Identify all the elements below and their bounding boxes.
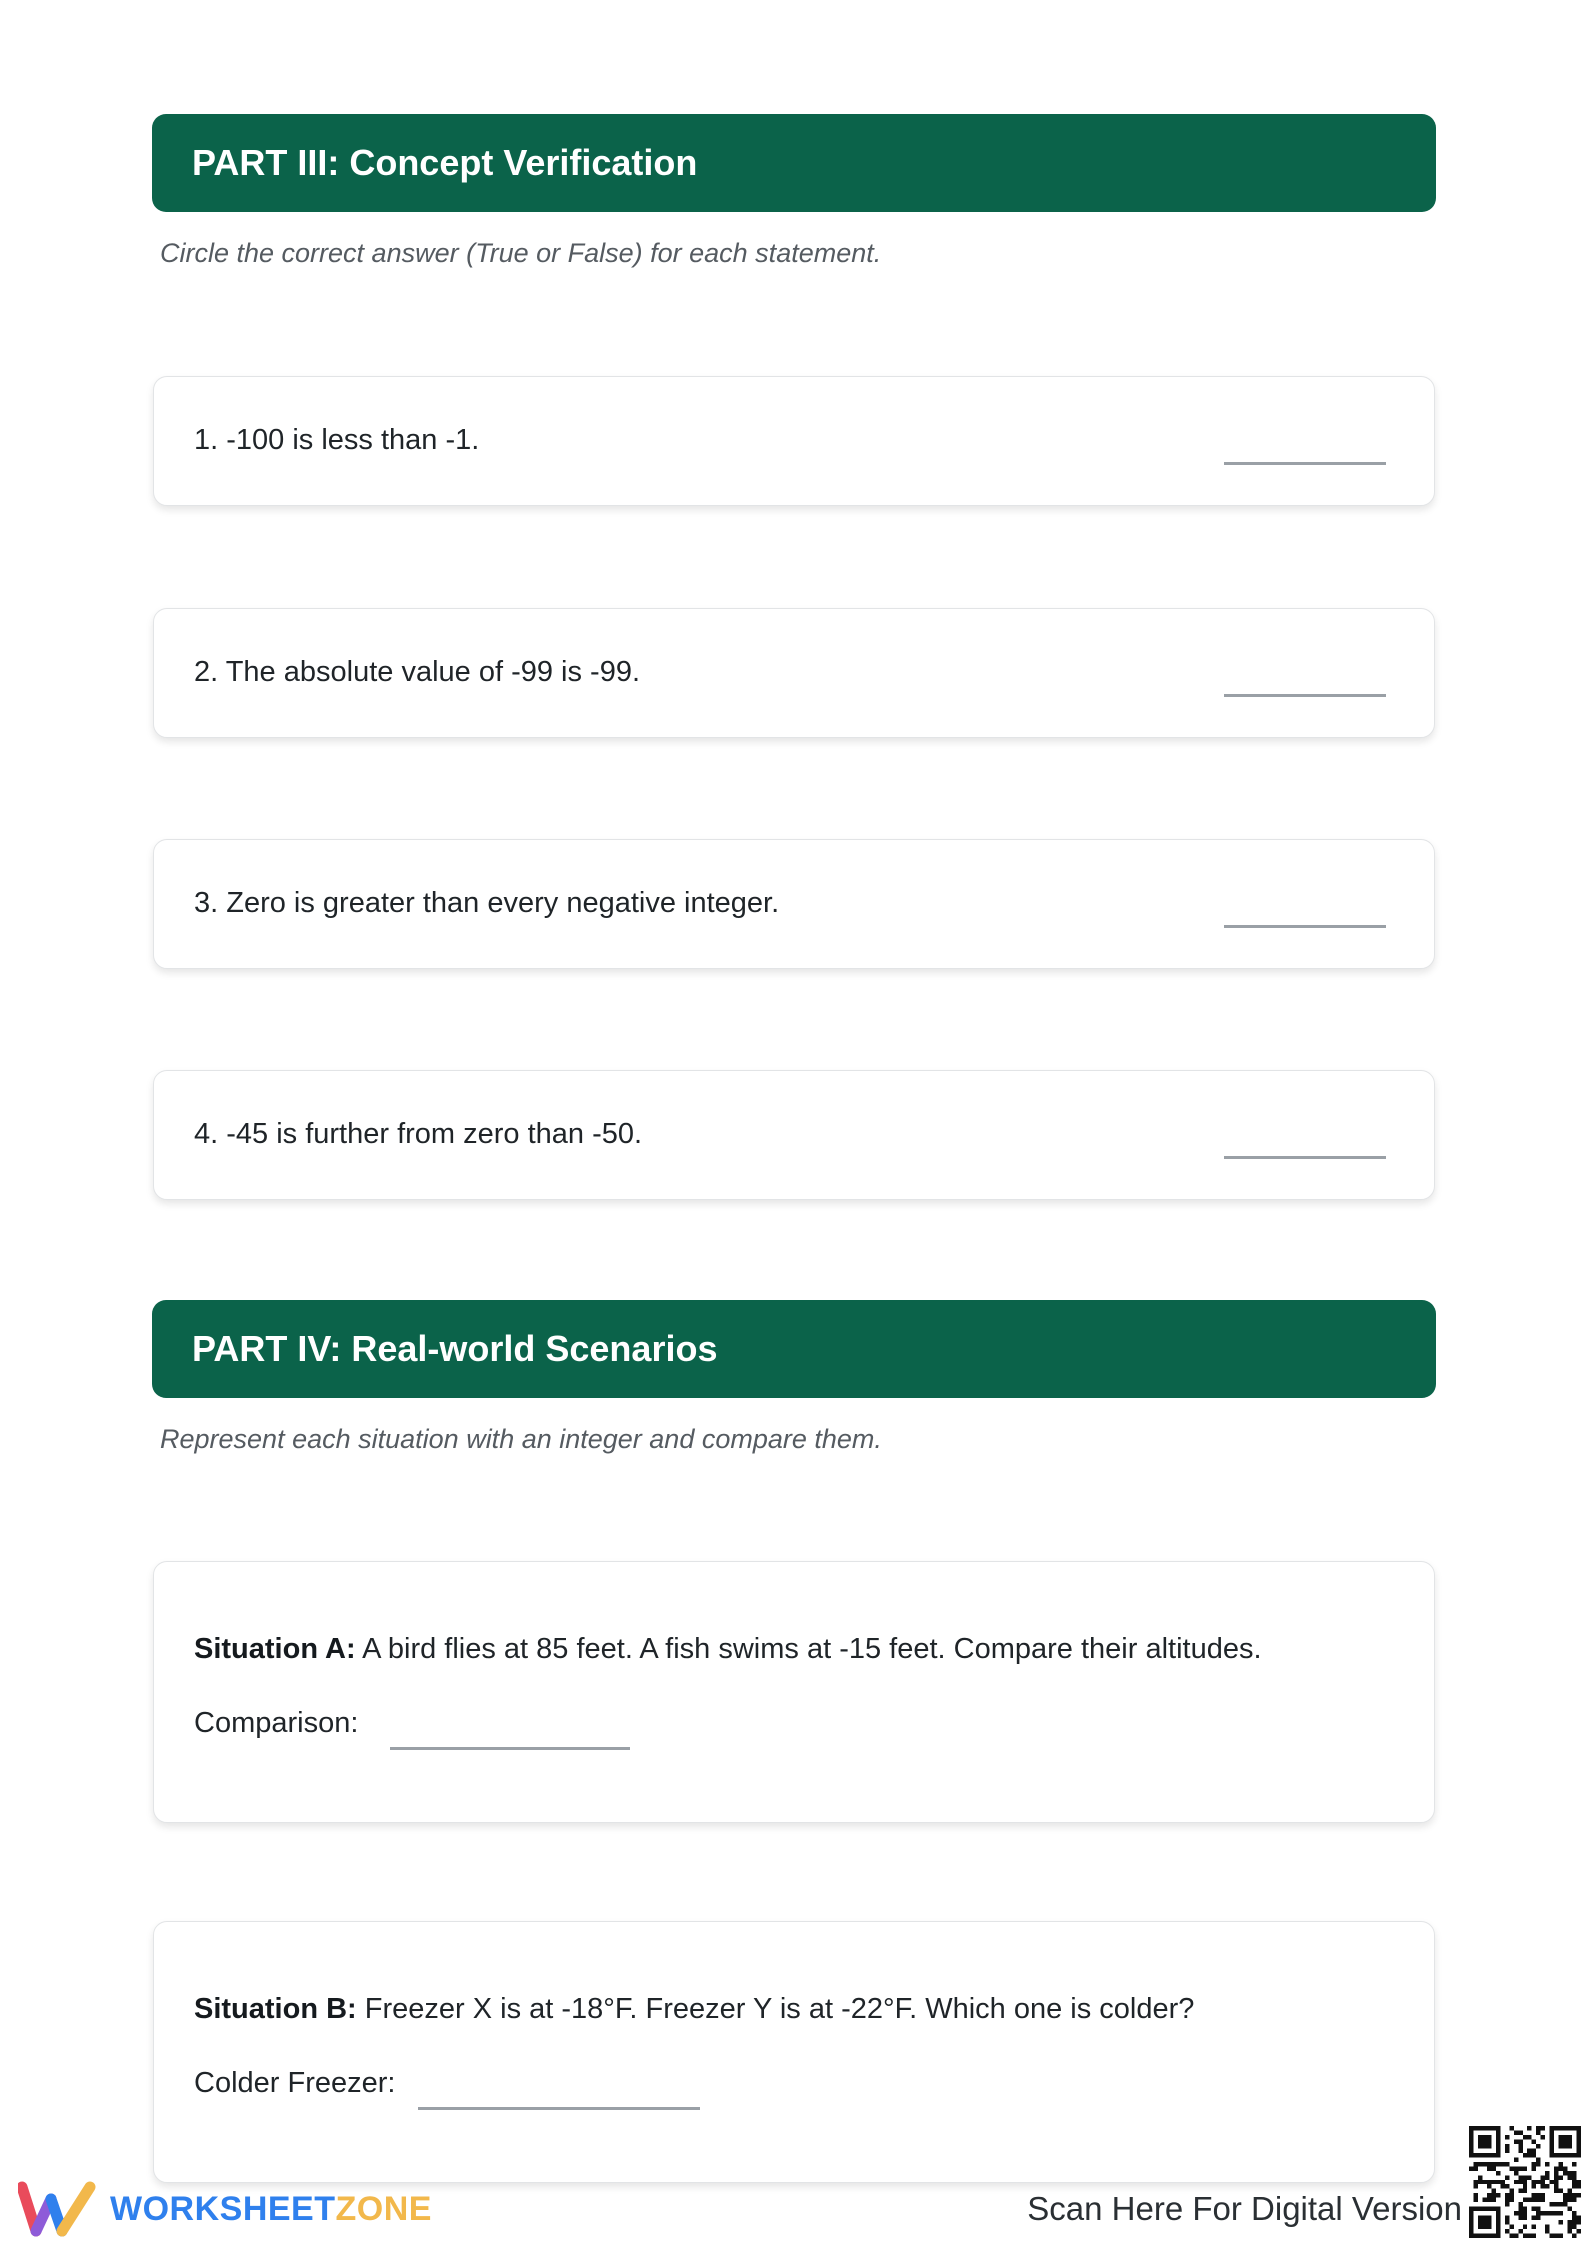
part-3-instructions: Circle the correct answer (True or False) for each statement. [160,238,882,268]
situation-prompt: Colder Freezer: [194,2067,396,2099]
answer-blank[interactable] [1224,925,1386,928]
question-card-3 [153,839,1435,969]
question-text: 4. -45 is further from zero than -50. [194,1118,643,1150]
brand-name [110,2190,432,2229]
answer-blank[interactable] [1224,694,1386,697]
colder-freezer-answer-blank[interactable] [418,2107,700,2110]
brand-part-2: ZONE [335,2189,432,2228]
part-4-header [152,1300,1436,1398]
situation-text: A bird flies at 85 feet. A fish swims at -15 feet. Compare their altitudes. [355,1633,1262,1665]
situation-label: Situation A: [194,1633,356,1665]
answer-blank[interactable] [1224,1156,1386,1159]
situation-prompt: Comparison: [194,1707,359,1739]
w-logo-icon [18,2181,96,2237]
situation-statement [194,1993,1194,2026]
situation-text: Freezer X is at -18°F. Freezer Y is at -22°F. Which one is colder? [356,1993,1195,2025]
answer-blank[interactable] [1224,462,1386,465]
question-text: 3. Zero is greater than every negative integer. [194,887,780,919]
scan-instruction: Scan Here For Digital Version [1027,2190,1462,2227]
comparison-answer-blank[interactable] [390,1747,630,1750]
situation-label: Situation B: [194,1993,357,2025]
question-card-2 [153,608,1435,738]
part-3-header [152,114,1436,212]
situation-statement [194,1633,1262,1666]
question-text: 1. -100 is less than -1. [194,424,480,456]
question-card-4 [153,1070,1435,1200]
situation-card-b [153,1921,1435,2183]
qr-code-icon[interactable] [1469,2126,1581,2238]
part-4-title: PART IV: Real-world Scenarios [192,1328,718,1369]
situation-card-a [153,1561,1435,1823]
part-3-title: PART III: Concept Verification [192,142,698,183]
question-card-1 [153,376,1435,506]
part-4-instructions: Represent each situation with an integer and compare them. [160,1424,882,1454]
worksheetzone-logo [18,2181,432,2237]
brand-part-1: WORKSHEET [110,2189,336,2228]
question-text: 2. The absolute value of -99 is -99. [194,656,641,688]
